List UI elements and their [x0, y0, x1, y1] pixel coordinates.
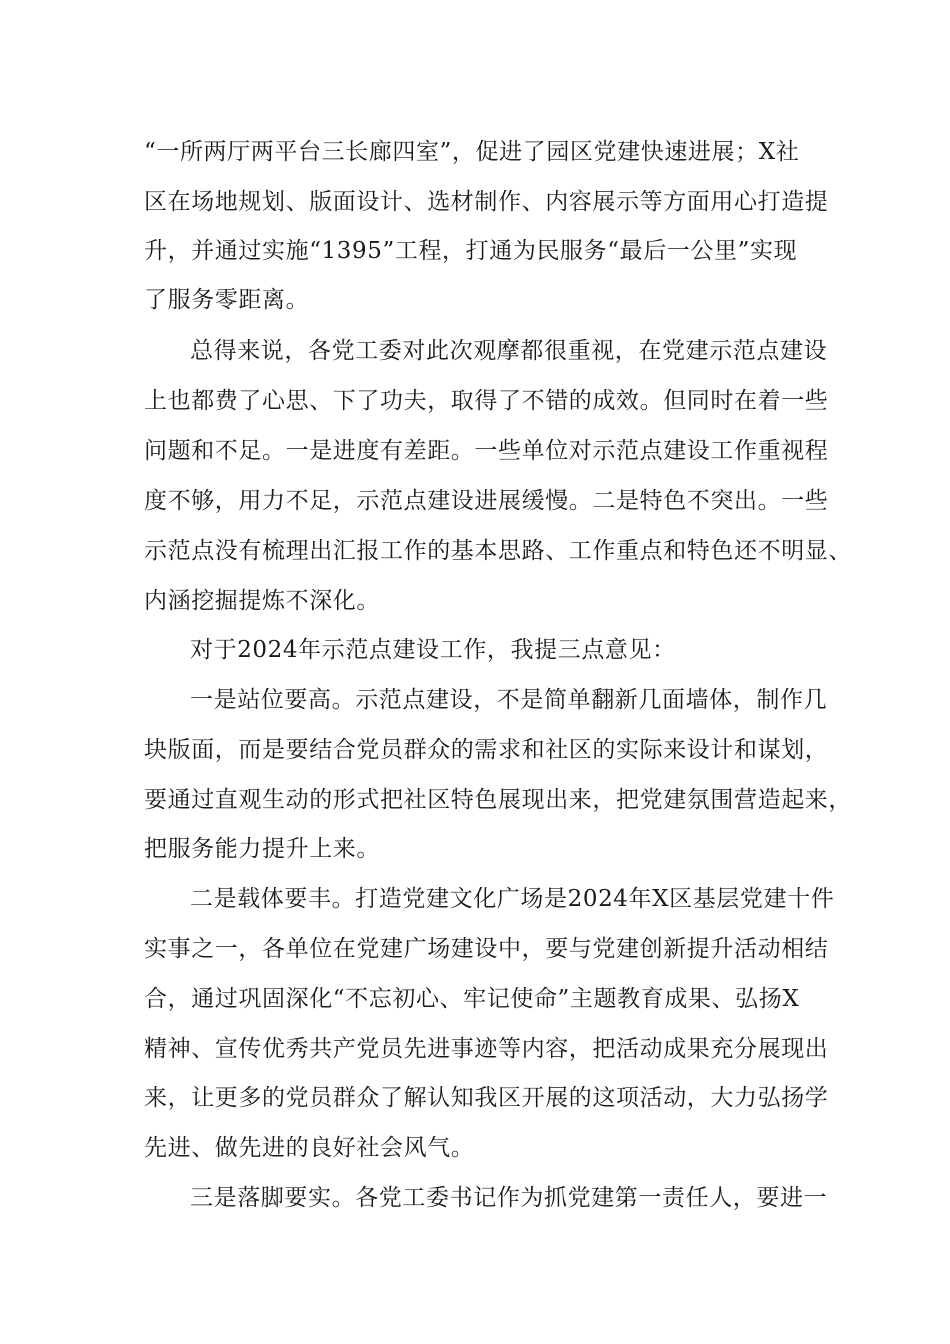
text-line: 把服务能力提升上来。 — [144, 836, 380, 862]
text-line: 示范点没有梳理出汇报工作的基本思路、工作重点和特色还不明显、 — [144, 538, 852, 564]
text-line: 三是落脚要实。各党工委书记作为抓党建第一责任人，要进一 — [190, 1185, 828, 1211]
text-line: 实事之一，各单位在党建广场建设中，要与党建创新提升活动相结 — [144, 936, 829, 962]
text-line: 度不够，用力不足，示范点建设进展缓慢。二是特色不突出。一些 — [144, 488, 829, 514]
text-line: 一是站位要高。示范点建设，不是简单翻新几面墙体，制作几 — [190, 687, 828, 713]
text-line: 了服务零距离。 — [144, 287, 310, 313]
text-line: 要通过直观生动的形式把社区特色展现出来，把党建氛围营造起来， — [144, 787, 852, 813]
text-line: 区在场地规划、版面设计、选材制作、内容展示等方面用心打造提 — [144, 189, 829, 215]
text-line: 对于2024年示范点建设工作，我提三点意见： — [190, 637, 676, 663]
text-line: 二是载体要丰。打造党建文化广场是2024年X区基层党建十件 — [190, 886, 835, 912]
text-line: 块版面，而是要结合党员群众的需求和社区的实际来设计和谋划， — [144, 737, 829, 763]
text-line: “一所两厅两平台三长廊四室”，促进了园区党建快速进展；X社 — [144, 139, 800, 165]
text-line: 上也都费了心思、下了功夫，取得了不错的成效。但同时在着一些 — [144, 388, 829, 414]
text-line: 先进、做先进的良好社会风气。 — [144, 1135, 475, 1161]
text-line: 升，并通过实施“1395”工程，打通为民服务“最后一公里”实现 — [144, 238, 798, 264]
text-line: 内涵挖掘提炼不深化。 — [144, 588, 380, 614]
text-line: 合，通过巩固深化“不忘初心、牢记使命”主题教育成果、弘扬X — [144, 986, 800, 1012]
text-line: 来，让更多的党员群众了解认知我区开展的这项活动，大力弘扬学 — [144, 1085, 829, 1111]
text-line: 精神、宣传优秀共产党员先进事迹等内容，把活动成果充分展现出 — [144, 1036, 829, 1062]
text-line: 问题和不足。一是进度有差距。一些单位对示范点建设工作重视程 — [144, 438, 829, 464]
text-line: 总得来说，各党工委对此次观摩都很重视，在党建示范点建设 — [190, 338, 828, 364]
